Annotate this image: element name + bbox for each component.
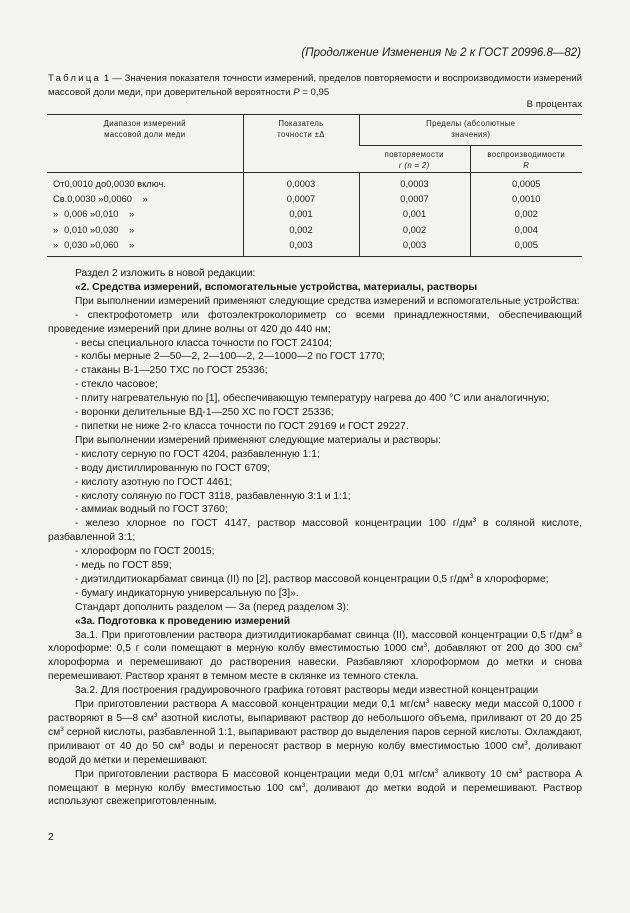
text-run: аликвоту 10 см xyxy=(438,768,519,780)
range-suffix: » xyxy=(129,209,135,220)
page-header: (Продолжение Изменения № 2 к ГОСТ 20996.8—82) xyxy=(301,47,581,59)
text-run: в хлороформе: 0,5 г соли помещают в мерную колбу вместимостью 1000 см xyxy=(48,629,582,655)
paragraph: Раздел 2 изложить в новой редакции: xyxy=(75,268,256,279)
text-run: , добавляют от 200 до 300 см xyxy=(427,643,579,655)
units-label: В процентах xyxy=(526,99,582,110)
table-row xyxy=(47,239,582,256)
range-low: 0,006 xyxy=(64,209,88,220)
range-cell xyxy=(47,239,243,256)
reprod-label: воспроизводимости xyxy=(487,150,566,159)
text-run: воды и переносят раствор в мерную колбу вместимостью 1000 см xyxy=(184,740,525,752)
range-suffix: включ. xyxy=(137,179,166,189)
repeat-cell: 0,0007 xyxy=(359,192,470,208)
section-heading: «2. Средства измерений, вспомогательные устройства, материалы, растворы xyxy=(75,281,478,293)
superscript: 3 xyxy=(181,739,185,747)
text-run: серной кислоты, разбавленной 1:1, выпаривают раствор до выделения паров серной кислоты. Охлаждают, приливают от 40 до 50 см xyxy=(48,726,582,752)
repeat-label: повторяемости xyxy=(384,150,444,159)
list-item: - кислоту азотную по ГОСТ 4461; xyxy=(75,476,233,488)
caption-number: 1 xyxy=(103,73,110,84)
list-item: - весы специального класса точности по ГОСТ 24104; xyxy=(75,337,333,349)
text-run: раствора А помещают в мерную колбу вместимостью 100 см xyxy=(48,768,583,794)
repeat-sub xyxy=(359,161,470,172)
reprod-cell: 0,0010 xyxy=(470,192,582,208)
range-high: 0,010 xyxy=(95,209,119,220)
list-item: - хлороформ по ГОСТ 20015; xyxy=(75,546,215,558)
text-run: в соляной кислоте, разбавленной 3:1; xyxy=(48,518,582,544)
text-run: хлороформа и перемешивают до растворения навески. Разбавляют хлороформом до метки и снова перемешивают. Раствор хранят в темном месте в склянке из темного стекла. xyxy=(48,657,582,683)
range-low: 0,0010 xyxy=(64,179,93,189)
text-run: При приготовлении раствора Б массовой концентрации меди 0,01 мг/см xyxy=(75,768,435,780)
range-cell xyxy=(47,173,243,192)
col-header-reprod xyxy=(470,146,582,173)
superscript: 3 xyxy=(60,725,64,733)
superscript: 3 xyxy=(569,628,573,636)
range-prefix: » xyxy=(53,239,59,250)
paragraph: При выполнении измерений применяют следующие средства измерений и вспомогательные устройства: xyxy=(75,295,580,307)
range-suffix: » xyxy=(129,224,135,235)
text-run: , доливают водой до метки и перемешивают. xyxy=(48,740,582,766)
list-item: - воронки делительные ВД-1—250 ХС по ГОСТ 25336; xyxy=(75,407,334,419)
superscript: 3 xyxy=(469,572,474,580)
paragraph xyxy=(48,698,582,768)
list-item: - колбы мерные 2—50—2, 2—100—2, 2—1000—2 по ГОСТ 1770; xyxy=(75,351,385,363)
reprod-sub xyxy=(471,161,583,172)
superscript: 3 xyxy=(434,767,439,775)
text-run: 3а.1. При приготовлении раствора диэтилдитиокарбамат свинца (II), массовой концентрации 0,5 г/дм xyxy=(75,629,570,641)
list-item: - кислоту серную по ГОСТ 4204, разбавленную 1:1; xyxy=(75,448,320,460)
body-text xyxy=(48,267,582,809)
reprod-cell: 0,002 xyxy=(470,208,582,224)
paragraph xyxy=(48,629,582,685)
list-item: - бумагу индикаторную универсальную по [3]». xyxy=(75,587,299,599)
list-item: - пипетки не ниже 2-го класса точности по ГОСТ 29169 и ГОСТ 29227. xyxy=(75,420,409,432)
accuracy-cell: 0,003 xyxy=(243,239,359,256)
range-low: 0,010 xyxy=(64,224,88,235)
range-suffix: » xyxy=(142,193,148,204)
text-run: в хлороформе; xyxy=(473,573,549,585)
range-high: 0,0030 xyxy=(106,179,135,189)
table-row xyxy=(47,223,582,239)
superscript: 3 xyxy=(518,767,523,775)
paragraph: 3а.2. Для построения градуировочного графика готовят растворы меди известной концентрации xyxy=(75,685,539,697)
table-caption xyxy=(48,72,582,100)
accuracy-table xyxy=(47,114,582,257)
list-item: - спектрофотометр или фотоэлектроколориметр со всеми принадлежностями, обеспечивающий проведение измерений при длине волны от 420 до 440 нм; xyxy=(48,309,582,335)
col-header-limits: Пределы (абсолютные значения) xyxy=(359,115,582,146)
range-to: до xyxy=(95,179,107,189)
text-run: - диэтилдитиокарбамат свинца (II) по [2], раствор массовой концентрации 0,5 г/дм xyxy=(75,573,470,585)
accuracy-cell: 0,001 xyxy=(243,208,359,224)
table-row xyxy=(47,208,582,224)
caption-text: — Значения показателя точности измерений, пределов повторяемости и воспроизводимости измерений массовой доли меди, при доверительной вероятности xyxy=(48,73,583,98)
range-prefix: » xyxy=(53,224,59,235)
caption-label: Таблица xyxy=(48,73,102,84)
range-high: 0,0060 xyxy=(103,193,132,204)
list-item: - аммиак водный по ГОСТ 3760; xyxy=(75,504,228,516)
caption-prob-value: = 0,95 xyxy=(302,86,330,98)
range-cell xyxy=(47,192,243,208)
accuracy-cell: 0,002 xyxy=(243,223,359,239)
text-run: , доливают до метки водой и перемешивают. Раствор используют свежеприготовленным. xyxy=(48,782,582,808)
paragraph xyxy=(48,768,582,810)
reprod-cell: 0,004 xyxy=(470,223,582,239)
range-to: » xyxy=(90,239,96,250)
text-run: навеску меди массой 0,1000 г растворяют в 5—8 см xyxy=(48,699,582,724)
caption-prob-var: P xyxy=(293,86,300,98)
list-item xyxy=(48,573,582,587)
range-to: » xyxy=(98,193,104,204)
col-header-repeat xyxy=(359,146,470,173)
range-low: 0,030 xyxy=(64,239,88,250)
list-item: - кислоту соляную по ГОСТ 3118, разбавленную 3:1 и 1:1; xyxy=(75,490,351,502)
text-run: - железо хлорное по ГОСТ 4147, раствор массовой концентрации 100 г/дм xyxy=(75,518,473,530)
reprod-sub-text: R xyxy=(523,160,530,170)
accuracy-cell: 0,0003 xyxy=(243,173,359,192)
range-cell xyxy=(47,208,243,224)
paragraph: Стандарт дополнить разделом — 3а (перед разделом 3): xyxy=(75,601,349,613)
range-to: » xyxy=(90,224,96,235)
range-high: 0,060 xyxy=(95,239,119,250)
table-row xyxy=(47,192,582,208)
range-low: 0,0030 xyxy=(67,193,96,204)
range-cell xyxy=(47,223,243,239)
reprod-cell: 0,005 xyxy=(470,239,582,256)
repeat-sub-text: r (n = 2) xyxy=(398,160,430,170)
repeat-cell: 0,001 xyxy=(359,208,470,224)
repeat-cell: 0,002 xyxy=(359,223,470,239)
range-prefix: » xyxy=(53,209,59,220)
superscript: 3 xyxy=(472,517,477,525)
list-item: - стекло часовое; xyxy=(75,379,158,391)
range-to: » xyxy=(90,209,96,220)
paragraph: При выполнении измерений применяют следующие материалы и растворы: xyxy=(75,434,441,446)
col-header-accuracy: Показатель точности ±Δ xyxy=(243,115,359,173)
repeat-cell: 0,003 xyxy=(359,239,470,256)
range-high: 0,030 xyxy=(95,224,119,235)
section-heading: «3а. Подготовка к проведению измерений xyxy=(75,615,291,627)
superscript: 3 xyxy=(425,698,430,706)
superscript: 3 xyxy=(153,712,158,719)
text-run: При приготовлении раствора А массовой концентрации меди 0,1 мг/см xyxy=(75,699,426,711)
range-prefix: От xyxy=(53,179,65,189)
list-item: - воду дистиллированную по ГОСТ 6709; xyxy=(75,462,271,474)
list-item: - плиту нагревательную по [1], обеспечивающую температуру нагрева до 400 °С или аналогичную; xyxy=(75,393,550,405)
reprod-cell: 0,0005 xyxy=(470,173,582,192)
range-suffix: » xyxy=(129,239,135,250)
list-item: - стаканы В-1—250 ТХС по ГОСТ 25336; xyxy=(75,365,268,377)
accuracy-cell: 0,0007 xyxy=(243,192,359,208)
repeat-cell: 0,0003 xyxy=(359,173,470,192)
col-header-range: Диапазон измерений массовой доли меди xyxy=(103,119,186,139)
text-run: азотной кислоты, выпаривают раствор до небольшого объема, приливают от 20 до 25 см xyxy=(48,713,582,738)
range-prefix: Св. xyxy=(53,193,68,204)
superscript: 3 xyxy=(578,642,582,650)
page-number: 2 xyxy=(48,832,54,843)
superscript: 3 xyxy=(301,781,306,789)
table-row xyxy=(47,173,582,192)
list-item: - медь по ГОСТ 859; xyxy=(75,560,172,572)
list-item xyxy=(48,517,582,545)
superscript: 3 xyxy=(423,642,428,650)
superscript: 3 xyxy=(524,739,528,747)
